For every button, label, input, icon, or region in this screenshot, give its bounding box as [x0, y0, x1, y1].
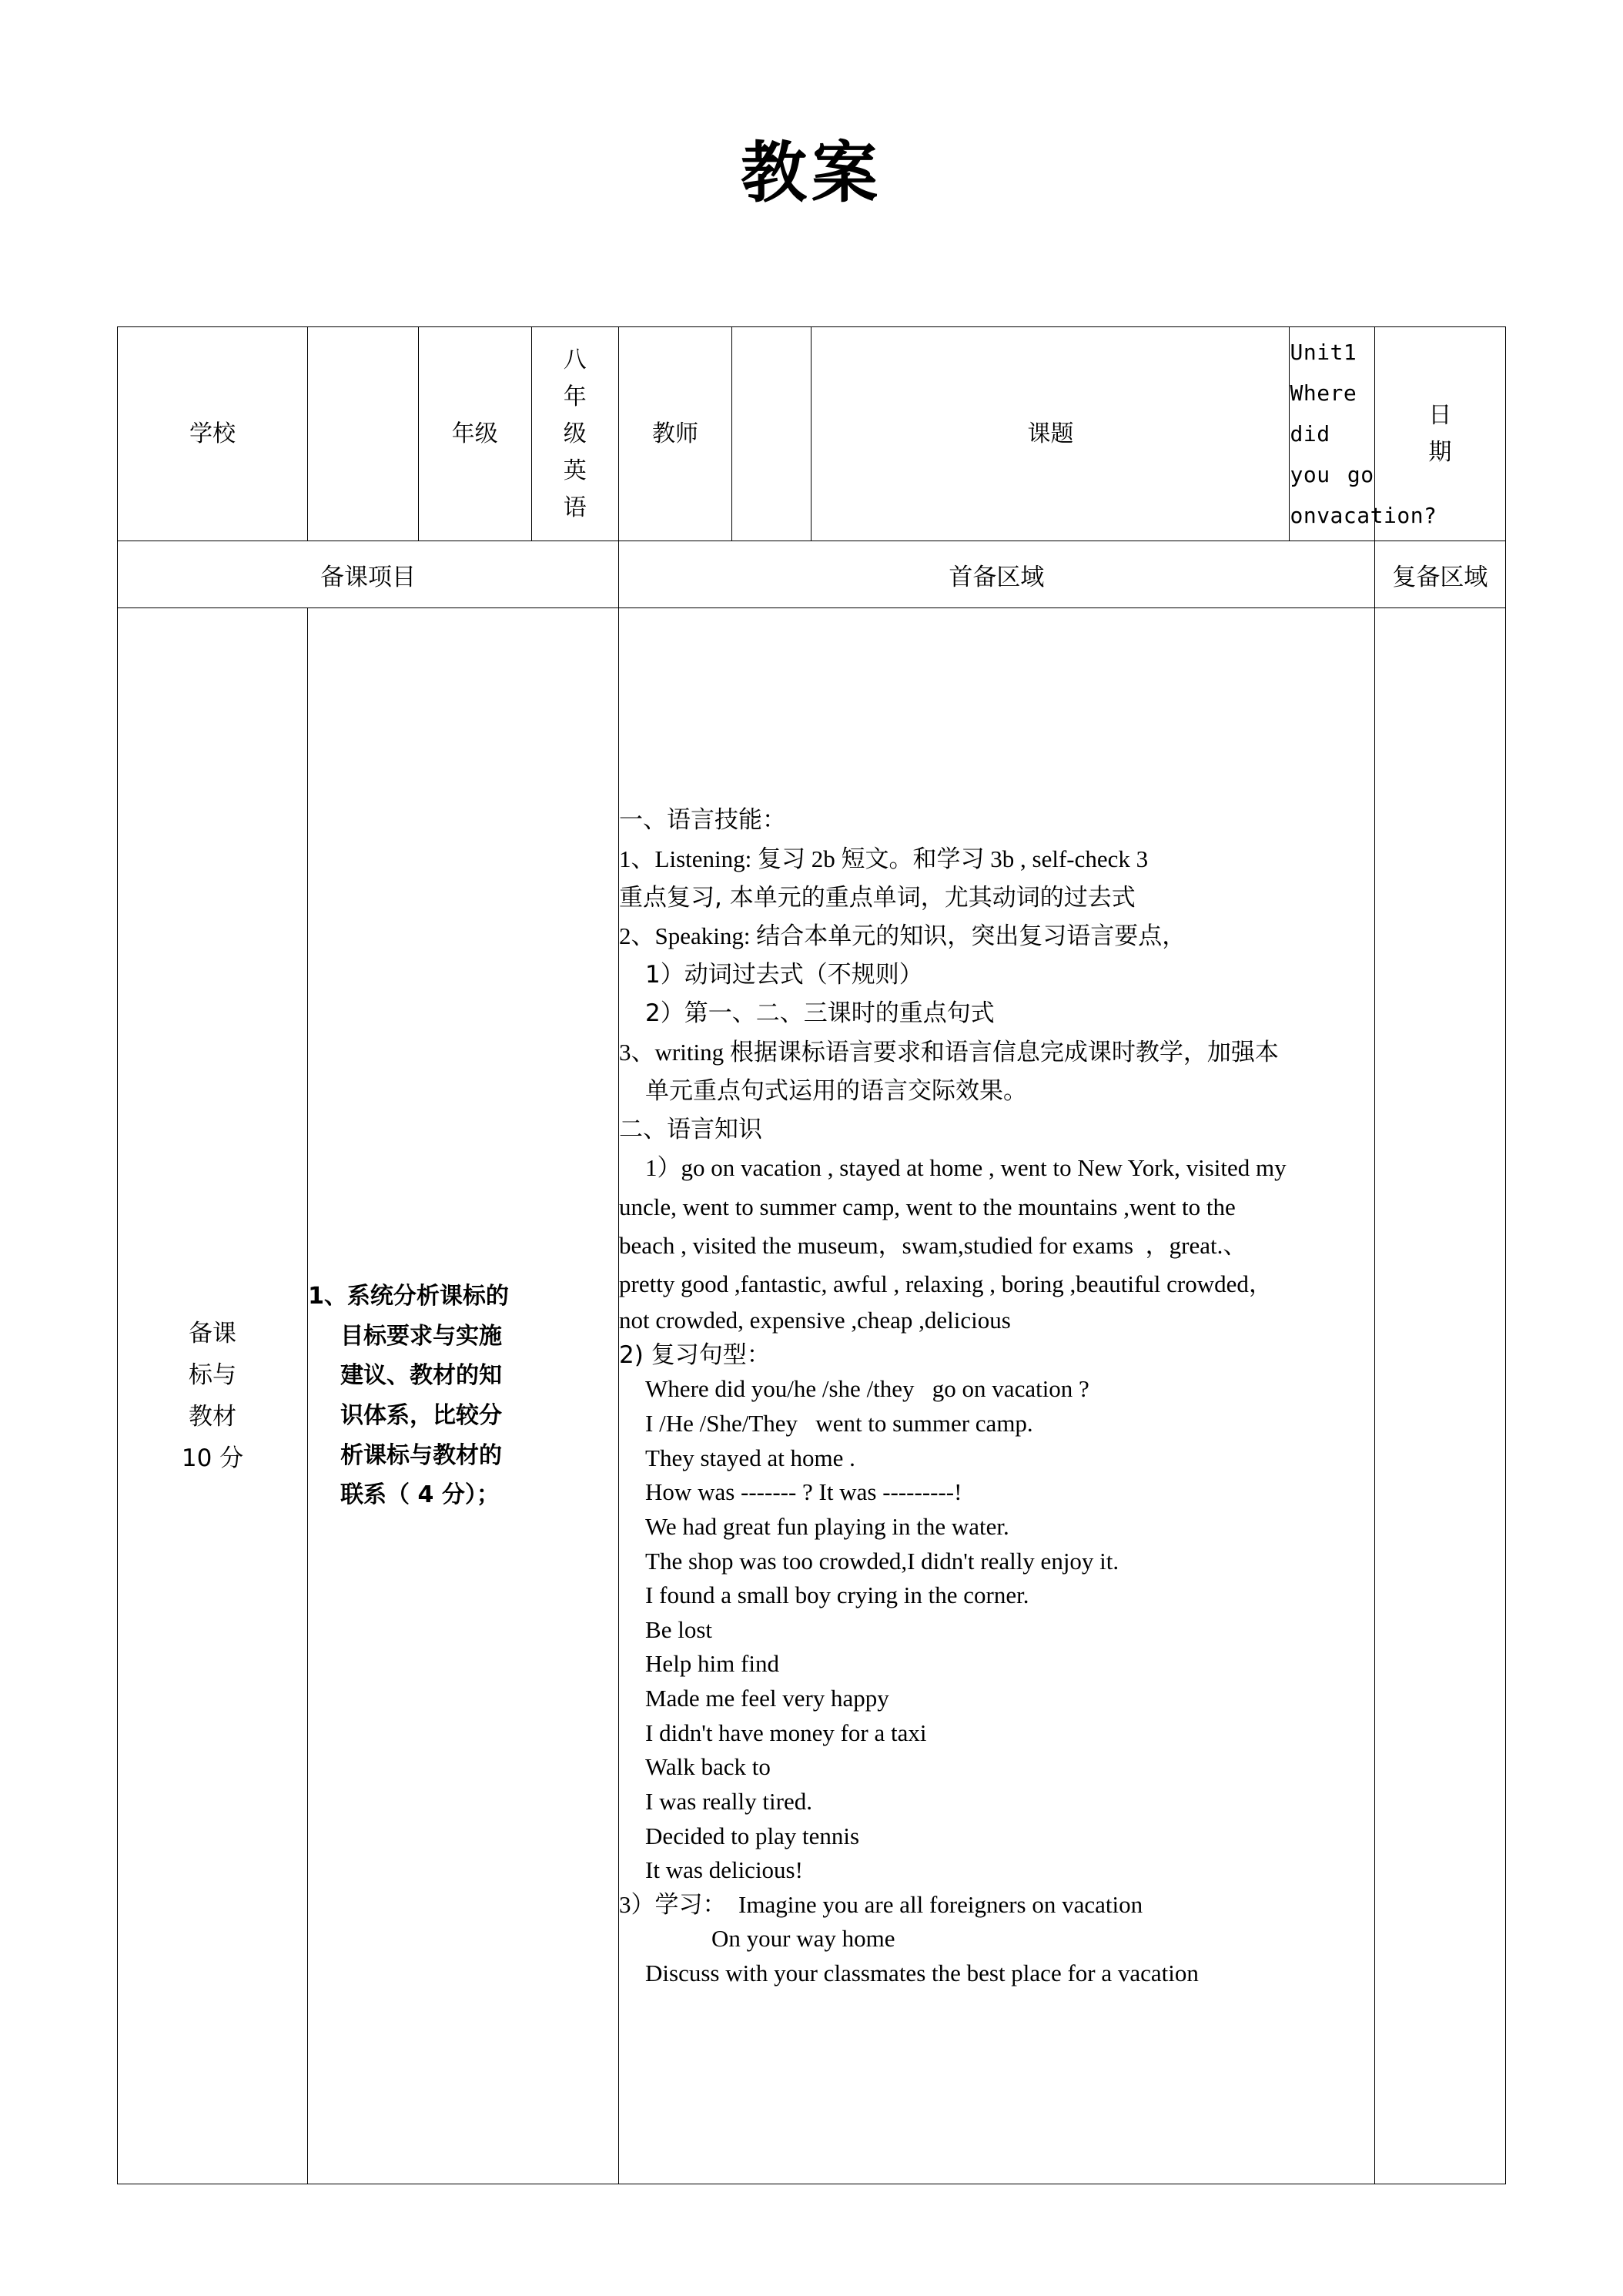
content-line-15: 2) 复习句型： — [619, 1340, 771, 1369]
school-label-cell: 学校 — [118, 327, 308, 541]
content-line-27: Walk back to — [645, 1753, 771, 1781]
section-header-row — [118, 541, 1506, 608]
grade-label-cell: 年级 — [418, 327, 531, 541]
first-prep-content-cell[interactable] — [619, 608, 1375, 2184]
content-line-32: On your way home — [711, 1925, 895, 1953]
content-line-2: 1、Listening: 复习 2b 短文。和学习 3b , self-check 3 — [619, 845, 1149, 872]
prep-label-line-2: 标与 — [189, 1361, 237, 1389]
criteria-line-4: 识体系，比较分 — [340, 1402, 503, 1429]
content-line-10: 1）go on vacation , stayed at home , went to New York, visited my — [645, 1154, 1287, 1182]
page-title: 教案 — [741, 135, 882, 212]
topic-line-1: Unit1 Where did you go — [1290, 339, 1374, 488]
prep-label-cell — [118, 608, 308, 2184]
content-line-11: uncle, went to summer camp, went to the mountains ,went to the — [619, 1193, 1236, 1220]
content-line-19: How was ------- ? It was ---------! — [645, 1478, 962, 1506]
content-line-24: Help him find — [645, 1650, 779, 1678]
content-line-29: Decided to play tennis — [645, 1822, 860, 1849]
content-line-22: I found a small boy crying in the corner. — [645, 1581, 1029, 1609]
grade-value-cell[interactable] — [531, 327, 619, 541]
teacher-value-cell[interactable] — [731, 327, 812, 541]
content-line-28: I was really tired. — [645, 1787, 812, 1815]
content-line-8: 单元重点句式运用的语言交际效果。 — [645, 1076, 1028, 1105]
content-line-21: The shop was too crowded,I didn't really enjoy it. — [645, 1547, 1119, 1575]
school-value-cell[interactable] — [308, 327, 419, 541]
criteria-line-6: 联系（ 4 分）； — [340, 1481, 500, 1509]
content-line-12: beach , visited the museum，swam,studied for exams ，great.、 — [619, 1231, 1247, 1259]
content-line-31: 3）学习： Imagine you are all foreigners on vacation — [619, 1890, 1143, 1918]
criteria-line-1: 1、系统分析课标的 — [308, 1283, 509, 1310]
content-line-5: 1）动词过去式（不规则） — [645, 961, 923, 989]
date-char-1: 日 — [1428, 401, 1452, 429]
header-second-prep-col: 复备区域 — [1374, 541, 1505, 608]
content-line-16: Where did you/he /she /they go on vacation ? — [645, 1375, 1089, 1403]
criteria-line-5: 析课标与教材的 — [340, 1441, 503, 1469]
content-line-3: 重点复习, 本单元的重点单词，尤其动词的过去式 — [619, 883, 1136, 912]
topic-line-2: onvacation? — [1290, 503, 1437, 529]
grade-char-2: 年 — [563, 383, 587, 410]
grade-char-5: 语 — [563, 494, 587, 521]
criteria-line-3: 建议、教材的知 — [340, 1362, 503, 1390]
content-line-9: 二、语言知识 — [619, 1116, 763, 1144]
content-line-26: I didn't have money for a taxi — [645, 1719, 927, 1746]
lesson-plan-table — [117, 326, 1506, 2184]
grade-char-1: 八 — [563, 346, 587, 373]
content-line-20: We had great fun playing in the water. — [645, 1512, 1009, 1540]
teacher-label-cell: 教师 — [619, 327, 732, 541]
date-char-2: 期 — [1428, 438, 1452, 466]
content-line-17: I /He /She/They went to summer camp. — [645, 1410, 1033, 1438]
topic-value-cell[interactable] — [1290, 327, 1437, 541]
content-line-30: It was delicious! — [645, 1856, 803, 1884]
content-line-14: not crowded, expensive ,cheap ,delicious — [619, 1307, 1011, 1334]
header-item-col: 备课项目 — [118, 541, 619, 608]
content-line-6: 2）第一、二、三课时的重点句式 — [645, 999, 995, 1028]
content-line-4: 2、Speaking: 结合本单元的知识，突出复习语言要点， — [619, 922, 1186, 949]
content-line-25: Made me feel very happy — [645, 1685, 889, 1712]
prep-label-line-3: 教材 — [189, 1403, 237, 1431]
body-row — [118, 608, 1506, 2184]
content-line-7: 3、writing 根据课标语言要求和语言信息完成课时教学，加强本 — [619, 1038, 1279, 1066]
header-first-prep-col: 首备区域 — [619, 541, 1375, 608]
topic-label-cell: 课题 — [812, 327, 1290, 541]
grade-char-4: 英 — [563, 457, 587, 484]
second-prep-content-cell[interactable] — [1374, 608, 1505, 2184]
grade-char-3: 级 — [563, 420, 587, 447]
content-line-18: They stayed at home . — [645, 1444, 855, 1471]
content-line-13: pretty good ,fantastic, awful , relaxing , boring ,beautiful crowded， — [619, 1270, 1273, 1297]
prep-label-line-4: 10 分 — [181, 1444, 244, 1473]
info-row — [118, 327, 1506, 541]
content-line-23: Be lost — [645, 1615, 713, 1643]
content-line-1: 一、语言技能： — [619, 806, 787, 835]
prep-label-line-1: 备课 — [189, 1319, 237, 1347]
content-line-33: Discuss with your classmates the best place for a vacation — [645, 1960, 1199, 1987]
criteria-line-2: 目标要求与实施 — [340, 1322, 503, 1350]
criteria-cell — [308, 608, 619, 2184]
